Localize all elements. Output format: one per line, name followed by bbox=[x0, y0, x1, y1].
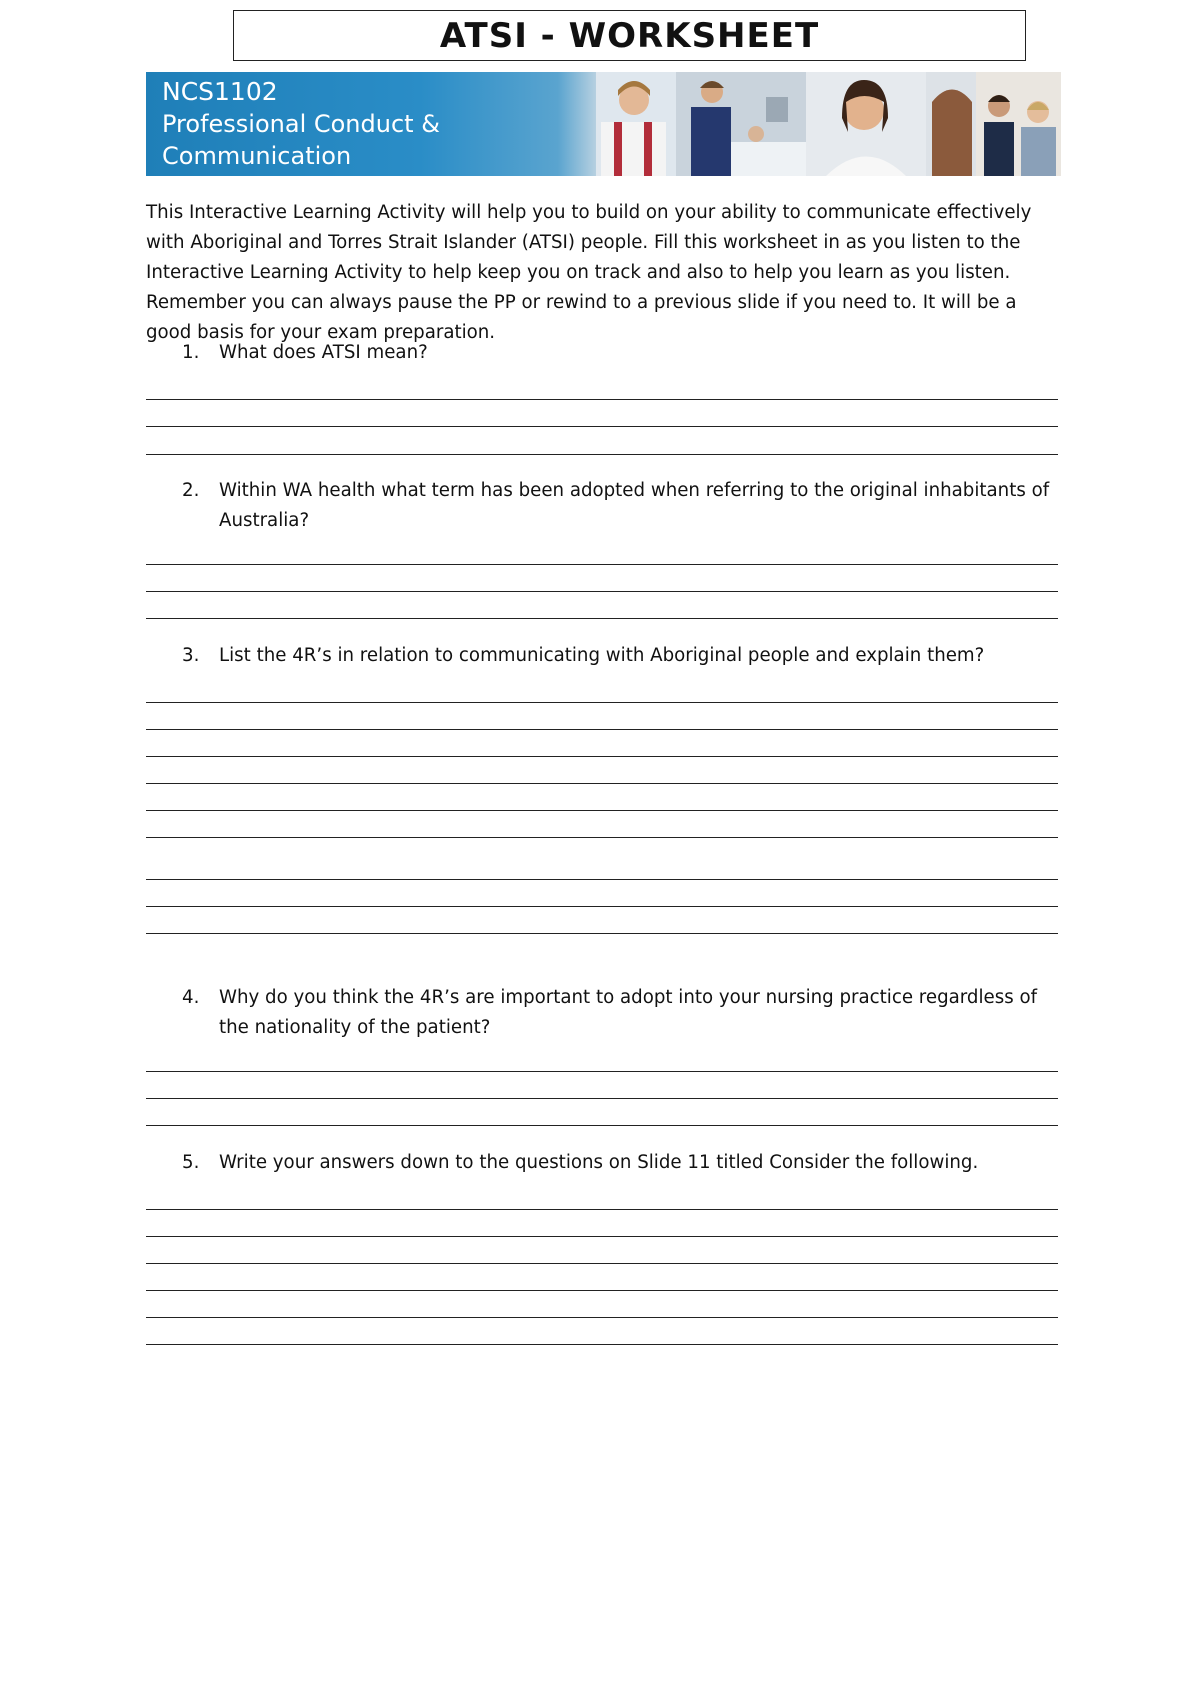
answer-line[interactable] bbox=[146, 756, 1058, 757]
question-3 bbox=[146, 641, 1066, 671]
course-name-line-2: Communication bbox=[162, 142, 352, 170]
course-banner bbox=[146, 72, 1061, 176]
answer-line[interactable] bbox=[146, 1125, 1058, 1126]
answer-line[interactable] bbox=[146, 1236, 1058, 1237]
answer-line[interactable] bbox=[146, 1344, 1058, 1345]
worksheet-title: ATSI - WORKSHEET bbox=[439, 15, 820, 56]
question-5 bbox=[146, 1148, 1066, 1178]
answer-line[interactable] bbox=[146, 933, 1058, 934]
answer-line[interactable] bbox=[146, 426, 1058, 427]
answer-line[interactable] bbox=[146, 810, 1058, 811]
question-2 bbox=[146, 476, 1066, 536]
answer-line[interactable] bbox=[146, 1098, 1058, 1099]
question-number: 5. bbox=[182, 1152, 200, 1173]
question-number: 3. bbox=[182, 645, 200, 666]
answer-line[interactable] bbox=[146, 1317, 1058, 1318]
question-number: 4. bbox=[182, 987, 200, 1008]
question-4 bbox=[146, 983, 1066, 1043]
answer-line[interactable] bbox=[146, 906, 1058, 907]
intro-paragraph: This Interactive Learning Activity will help you to build on your ability to communicate effectively with Aboriginal and Torres Strait Islander (ATSI) people. Fill this worksheet in as you listen to the Interactive Learning Activity to help keep you on track and also to help you learn as you listen. Remember you can always pause the PP or rewind to a previous slide if you need to. It will be a good basis for your exam preparation. bbox=[146, 202, 1032, 343]
banner-text bbox=[162, 76, 440, 172]
answer-line[interactable] bbox=[146, 618, 1058, 619]
question-1 bbox=[146, 338, 1066, 368]
answer-line[interactable] bbox=[146, 1209, 1058, 1210]
answer-line[interactable] bbox=[146, 1071, 1058, 1072]
title-box bbox=[233, 10, 1026, 61]
answer-line[interactable] bbox=[146, 1263, 1058, 1264]
question-text: What does ATSI mean? bbox=[219, 342, 428, 363]
question-text: Within WA health what term has been adopted when referring to the original inhabitants of Australia? bbox=[219, 480, 1050, 531]
answer-line[interactable] bbox=[146, 399, 1058, 400]
answer-line[interactable] bbox=[146, 702, 1058, 703]
question-number: 2. bbox=[182, 480, 200, 501]
answer-line[interactable] bbox=[146, 729, 1058, 730]
question-number: 1. bbox=[182, 342, 200, 363]
answer-line[interactable] bbox=[146, 591, 1058, 592]
answer-line[interactable] bbox=[146, 454, 1058, 455]
answer-line[interactable] bbox=[146, 1290, 1058, 1291]
course-name-line-1: Professional Conduct & bbox=[162, 110, 440, 138]
question-text: Write your answers down to the questions on Slide 11 titled Consider the following. bbox=[219, 1152, 979, 1173]
answer-line[interactable] bbox=[146, 783, 1058, 784]
banner-photo-collage bbox=[596, 72, 1061, 176]
answer-line[interactable] bbox=[146, 879, 1058, 880]
answer-line[interactable] bbox=[146, 564, 1058, 565]
answer-line[interactable] bbox=[146, 837, 1058, 838]
question-text: List the 4R’s in relation to communicating with Aboriginal people and explain them? bbox=[219, 645, 985, 666]
question-text: Why do you think the 4R’s are important to adopt into your nursing practice regardless of the nationality of the patient? bbox=[219, 987, 1037, 1038]
course-code: NCS1102 bbox=[162, 77, 278, 106]
